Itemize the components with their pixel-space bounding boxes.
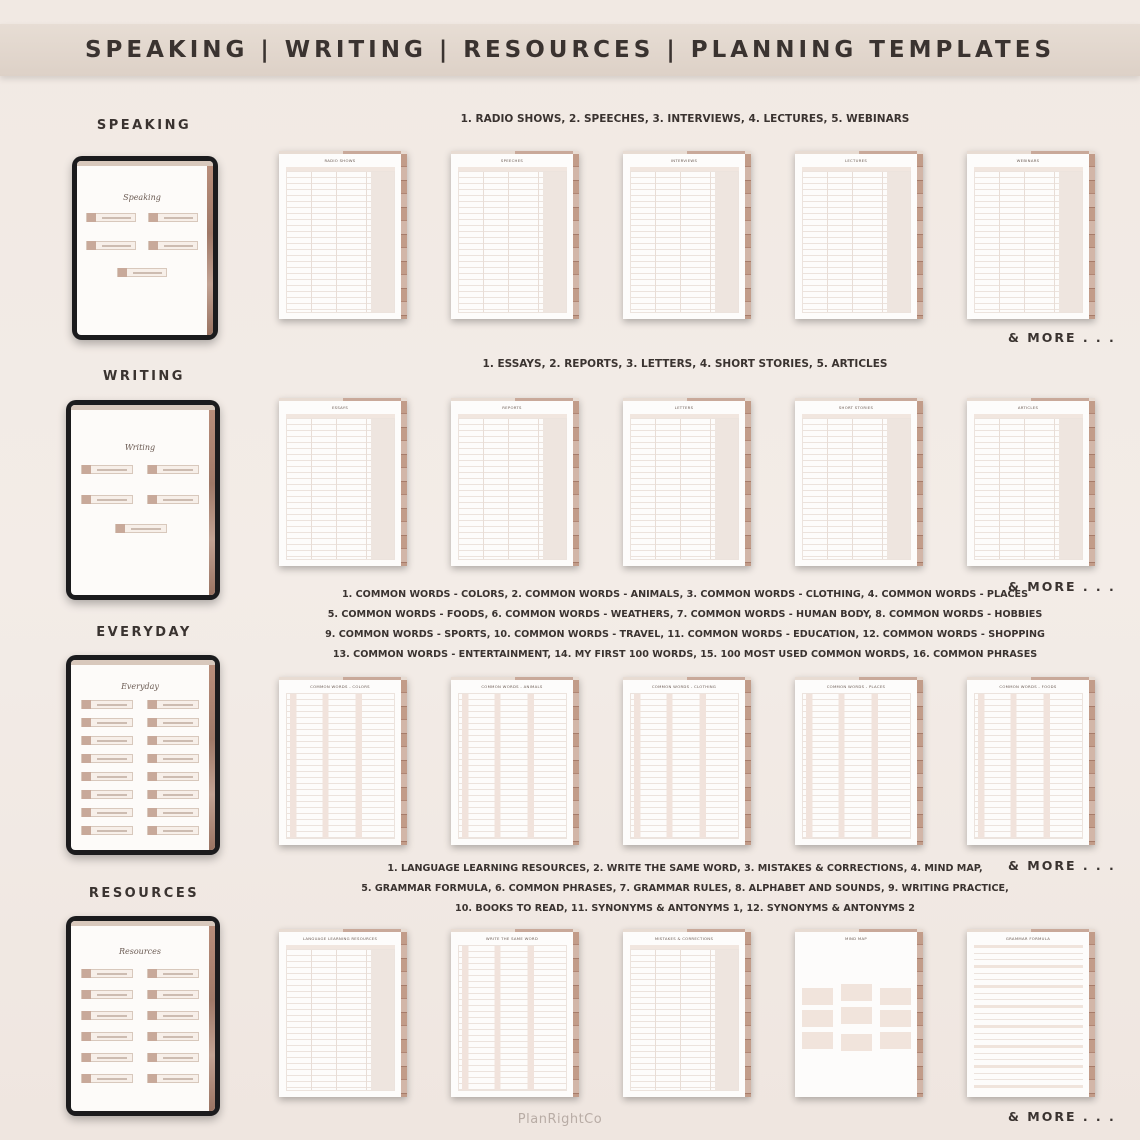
template-page (967, 677, 1095, 845)
page-title: COMMON WORDS - PLACES (826, 684, 886, 689)
page-title: INTERVIEWS (670, 158, 698, 163)
page-title: SPEECHES (500, 158, 524, 163)
tablet-menu-button[interactable] (147, 1053, 199, 1062)
template-page (623, 929, 751, 1097)
tablet-menu-button[interactable] (81, 772, 133, 781)
tablet-menu-button[interactable] (81, 1011, 133, 1020)
tablet-screen (71, 660, 215, 850)
mind-map-diagram (802, 984, 911, 1054)
template-page (279, 151, 407, 319)
tablet-menu-button[interactable] (147, 1011, 199, 1020)
tablet-menu-button[interactable] (81, 1032, 133, 1041)
tablet-menu-button[interactable] (147, 808, 199, 817)
tablet-menu-button[interactable] (148, 241, 198, 250)
page-title: REPORTS (502, 405, 522, 410)
caption-resources-line-1: 1. LANGUAGE LEARNING RESOURCES, 2. WRITE THE SAME WORD, 3. MISTAKES & CORRECTIONS, 4. MIND MAP, (387, 863, 983, 874)
page-title: RADIO SHOWS (324, 158, 356, 163)
caption-resources-line-3: 10. BOOKS TO READ, 11. SYNONYMS & ANTONYMS 1, 12. SYNONYMS & ANTONYMS 2 (455, 903, 915, 914)
page-title: ARTICLES (1017, 405, 1039, 410)
more-label: & MORE . . . (1008, 858, 1116, 873)
template-page (795, 929, 923, 1097)
tablet-menu-button[interactable] (81, 790, 133, 799)
page-title: WRITE THE SAME WORD (485, 936, 539, 941)
tablet-menu-button[interactable] (147, 790, 199, 799)
template-page (451, 398, 579, 566)
tablet-menu-button[interactable] (86, 213, 136, 222)
template-page (623, 151, 751, 319)
caption-everyday-line-3: 9. COMMON WORDS - SPORTS, 10. COMMON WORDS - TRAVEL, 11. COMMON WORDS - EDUCATION, 12. COMMON WORDS - SHOPPING (325, 629, 1045, 640)
tablet-menu-button[interactable] (147, 1074, 199, 1083)
tablet-menu-button[interactable] (81, 826, 133, 835)
template-page (967, 929, 1095, 1097)
tablet-menu-button[interactable] (147, 736, 199, 745)
tablet-menu-button[interactable] (81, 465, 133, 474)
page-title: MISTAKES & CORRECTIONS (654, 936, 714, 941)
template-page (795, 151, 923, 319)
template-page (451, 151, 579, 319)
caption-resources-line-2: 5. GRAMMAR FORMULA, 6. COMMON PHRASES, 7. GRAMMAR RULES, 8. ALPHABET AND SOUNDS, 9. WRITING PRACTICE, (361, 883, 1009, 894)
caption-writing: 1. ESSAYS, 2. REPORTS, 3. LETTERS, 4. SHORT STORIES, 5. ARTICLES (482, 358, 888, 370)
tablet-menu-button[interactable] (81, 969, 133, 978)
brand-watermark: PlanRightCo (517, 1112, 603, 1127)
page-title: SHORT STORIES (838, 405, 874, 410)
tablet-resources (66, 916, 220, 1116)
caption-everyday-line-2: 5. COMMON WORDS - FOODS, 6. COMMON WORDS - WEATHERS, 7. COMMON WORDS - HUMAN BODY, 8. COMMON WORDS - HOBBIES (327, 609, 1043, 620)
tablet-menu-button[interactable] (81, 808, 133, 817)
tablet-menu-button[interactable] (147, 990, 199, 999)
page-title: MIND MAP (845, 936, 867, 941)
tablet-menu-button[interactable] (147, 772, 199, 781)
page-title: LANGUAGE LEARNING RESOURCES (302, 936, 378, 941)
template-page (795, 677, 923, 845)
tablet-menu-button[interactable] (147, 1032, 199, 1041)
template-page (279, 677, 407, 845)
tablet-everyday (66, 655, 220, 855)
header-banner (0, 24, 1140, 76)
tablet-title: Everyday (121, 682, 159, 691)
section-label-writing: WRITING (103, 369, 185, 384)
tablet-menu-button[interactable] (115, 524, 167, 533)
tablet-menu-button[interactable] (81, 990, 133, 999)
tablet-menu-button[interactable] (81, 1074, 133, 1083)
page-title: LECTURES (844, 158, 868, 163)
template-page (451, 929, 579, 1097)
template-page (967, 151, 1095, 319)
more-label: & MORE . . . (1008, 1109, 1116, 1124)
page-title: COMMON WORDS - ANIMALS (481, 684, 543, 689)
page-title: LETTERS (674, 405, 694, 410)
template-page (623, 398, 751, 566)
tablet-menu-button[interactable] (147, 700, 199, 709)
section-label-everyday: EVERYDAY (96, 625, 192, 640)
page-title: COMMON WORDS - CLOTHING (651, 684, 717, 689)
tablet-writing (66, 400, 220, 600)
section-label-resources: RESOURCES (88, 886, 200, 901)
tablet-menu-button[interactable] (147, 754, 199, 763)
section-label-speaking: SPEAKING (96, 118, 192, 133)
template-page (279, 929, 407, 1097)
page-title: ESSAYS (331, 405, 349, 410)
tablet-menu-button[interactable] (147, 495, 199, 504)
page-title: WEBINARS (1016, 158, 1040, 163)
more-label: & MORE . . . (1008, 579, 1116, 594)
tablet-menu-button[interactable] (81, 700, 133, 709)
tablet-menu-button[interactable] (81, 1053, 133, 1062)
caption-everyday-line-4: 13. COMMON WORDS - ENTERTAINMENT, 14. MY FIRST 100 WORDS, 15. 100 MOST USED COMMON WORDS, 16. COMMON PHRASES (332, 649, 1038, 660)
tablet-menu-button[interactable] (147, 826, 199, 835)
tablet-title: Resources (119, 947, 161, 956)
caption-speaking: 1. RADIO SHOWS, 2. SPEECHES, 3. INTERVIEWS, 4. LECTURES, 5. WEBINARS (460, 113, 910, 125)
tablet-menu-button[interactable] (81, 718, 133, 727)
tablet-menu-button[interactable] (81, 736, 133, 745)
more-label: & MORE . . . (1008, 330, 1116, 345)
template-page (795, 398, 923, 566)
tablet-menu-button[interactable] (148, 213, 198, 222)
tablet-title: Speaking (123, 193, 161, 202)
tablet-menu-button[interactable] (81, 495, 133, 504)
tablet-title: Writing (124, 443, 156, 452)
banner-title: SPEAKING | WRITING | RESOURCES | PLANNING TEMPLATES (84, 37, 1056, 63)
tablet-menu-button[interactable] (81, 754, 133, 763)
tablet-menu-button[interactable] (86, 241, 136, 250)
page-title: COMMON WORDS - FOODS (999, 684, 1057, 689)
page-title: GRAMMAR FORMULA (1005, 936, 1051, 941)
tablet-menu-button[interactable] (147, 969, 199, 978)
template-page (623, 677, 751, 845)
tablet-menu-button[interactable] (147, 718, 199, 727)
page-title: COMMON WORDS - COLORS (310, 684, 370, 689)
tablet-screen (77, 161, 213, 335)
template-page (279, 398, 407, 566)
template-page (967, 398, 1095, 566)
tablet-screen (71, 921, 215, 1111)
template-page (451, 677, 579, 845)
caption-everyday-line-1: 1. COMMON WORDS - COLORS, 2. COMMON WORDS - ANIMALS, 3. COMMON WORDS - CLOTHING, 4. COMMON WORDS - PLACES (341, 589, 1029, 600)
tablet-screen (71, 405, 215, 595)
tablet-menu-button[interactable] (117, 268, 167, 277)
tablet-menu-button[interactable] (147, 465, 199, 474)
tablet-speaking (72, 156, 218, 340)
